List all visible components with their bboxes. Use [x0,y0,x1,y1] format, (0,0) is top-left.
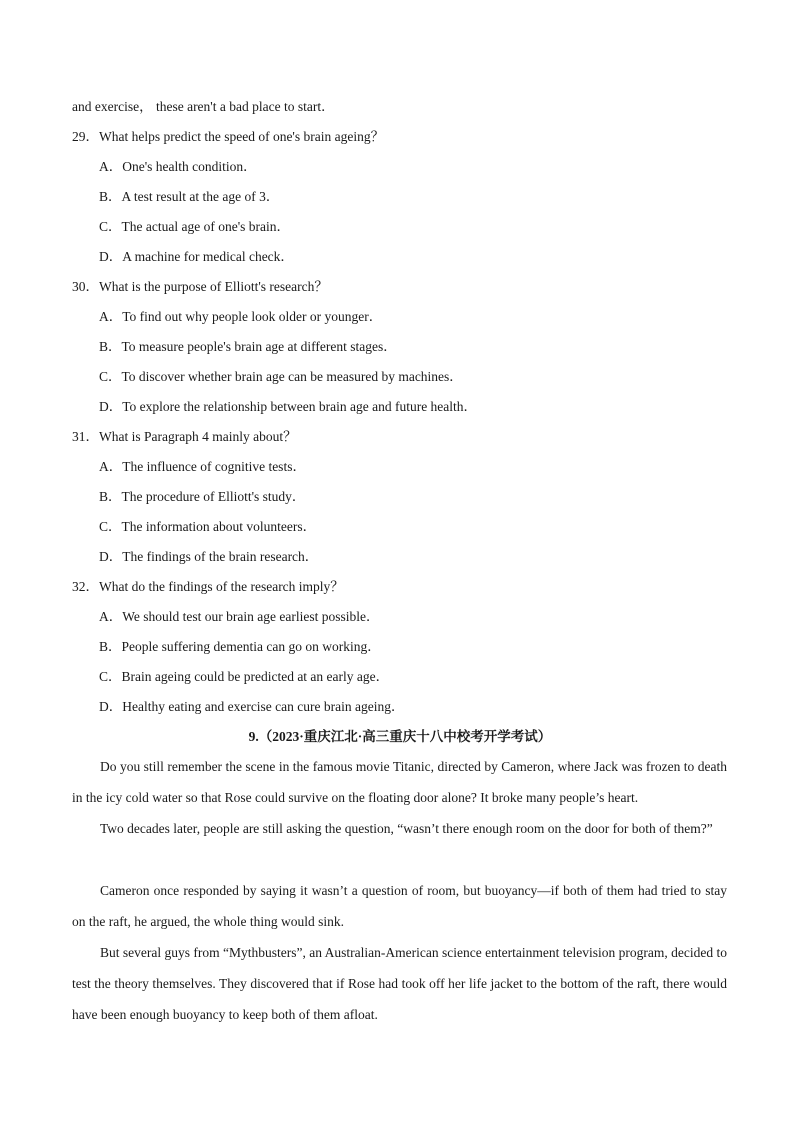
question-30-stem: 30．What is the purpose of Elliott's research？ [72,279,328,294]
passage-paragraph-2: Two decades later, people are still asking the question, “wasn’t there enough room on the door for both of them?” [100,821,713,836]
question-30-option-b: B．To measure people's brain age at different stages． [99,339,397,354]
question-31-stem: 31．What is Paragraph 4 mainly about？ [72,429,297,444]
passage-paragraph-4: But several guys from “Mythbusters”, an Australian-American science entertainment television program, decided to test the theory themselves. They discovered that if Rose had took off her life jacket to the bottom of the raft, there would have been enough buoyancy to keep both of them afloat. [72,945,727,1022]
continuation-text: and exercise， these aren't a bad place to start． [72,99,335,114]
section-heading: 9.（2023·重庆江北·高三重庆十八中校考开学考试） [248,729,552,744]
question-31-option-c: C．The information about volunteers． [99,519,317,534]
question-32-option-b: B．People suffering dementia can go on working． [99,639,381,654]
question-30-option-c: C．To discover whether brain age can be measured by machines． [99,369,463,384]
question-32-option-a: A．We should test our brain age earliest possible． [99,609,380,624]
question-29-option-c: C．The actual age of one's brain． [99,219,290,234]
passage-paragraph-3: Cameron once responded by saying it wasn’t a question of room, but buoyancy—if both of them had tried to stay on the raft, he argued, the whole thing would sink. [72,883,727,929]
question-32-option-c: C．Brain ageing could be predicted at an early age． [99,669,390,684]
question-29-stem: 29．What helps predict the speed of one's brain ageing？ [72,129,385,144]
passage-paragraph-1: Do you still remember the scene in the famous movie Titanic, directed by Cameron, where Jack was frozen to death in the icy cold water so that Rose could survive on the floating door alone? It broke many people’s heart. [72,759,727,805]
question-32-stem: 32．What do the findings of the research imply？ [72,579,344,594]
question-30-option-a: A．To find out why people look older or younger． [99,309,383,324]
question-29-option-b: B．A test result at the age of 3． [99,189,280,204]
question-31-option-d: D．The findings of the brain research． [99,549,319,564]
question-29-option-d: D．A machine for medical check． [99,249,294,264]
question-32-option-d: D．Healthy eating and exercise can cure brain ageing． [99,699,405,714]
question-31-option-a: A．The influence of cognitive tests． [99,459,306,474]
question-29-option-a: A．One's health condition． [99,159,257,174]
question-30-option-d: D．To explore the relationship between brain age and future health． [99,399,478,414]
question-31-option-b: B．The procedure of Elliott's study． [99,489,306,504]
